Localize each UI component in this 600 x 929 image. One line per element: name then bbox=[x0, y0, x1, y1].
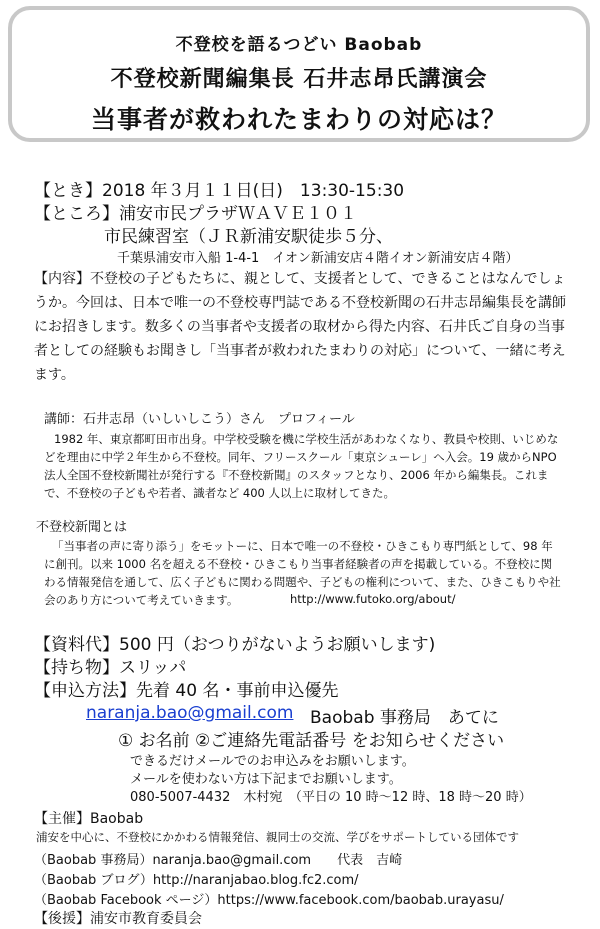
newspaper-url[interactable]: http://www.futoko.org/about/ bbox=[290, 592, 456, 606]
content-line-2: うか。今回は、日本で唯一の不登校専門誌である不登校新聞の石井志昂編集長を講師 bbox=[34, 295, 566, 311]
profile-title: 講師：石井志昂（いしいしこう）さん プロフィール bbox=[44, 412, 355, 427]
office-addressee: Baobab 事務局 あてに bbox=[310, 708, 499, 728]
organizer-title: 【主催】Baobab bbox=[34, 811, 144, 827]
title-box bbox=[8, 6, 590, 142]
profile-line-1: 1982 年、東京都町田市出身。中学校受験を機に学校生活があわなくなり、教員や校則、いじめな bbox=[54, 432, 559, 446]
event-place: 【ところ】浦安市民プラザＷＡＶＥ１０１ bbox=[34, 204, 357, 224]
fee: 【資料代】500 円（おつりがないようお願いします) bbox=[34, 635, 436, 655]
newspaper-line-1: 「当事者の声に寄り添う」をモットーに、日本で唯一の不登校・ひきこもり専門紙として、98 年 bbox=[52, 539, 553, 553]
no-email-note: メールを使わない方は下記までお願いします。 bbox=[130, 772, 402, 787]
newspaper-title: 不登校新聞とは bbox=[36, 520, 128, 535]
newspaper-line-4: 会のあり方について考えていきます。 bbox=[44, 593, 239, 607]
content-line-4: 者としての経験もお聞きし「当事者が救われたまわりの対応」について、一緒に考え bbox=[34, 343, 566, 359]
lecture-title: 不登校新聞編集長 石井志昂氏講演会 bbox=[110, 67, 488, 92]
items-to-bring: 【持ち物】スリッパ bbox=[34, 658, 187, 678]
phone-contact: 080-5007-4432 木村宛 （平日の 10 時～12 時、18 時～20 時） bbox=[130, 790, 532, 805]
event-address: 千葉県浦安市入船 1-4-1 イオン新浦安店４階イオン新浦安店４階） bbox=[117, 251, 519, 266]
profile-line-2: どを理由に中学２年生から不登校。同年、フリースクール「東京シューレ」へ入会。19 歳からNPO bbox=[44, 450, 557, 464]
main-headline: 当事者が救われたまわりの対応は？ bbox=[90, 105, 507, 134]
organizer-office: （Baobab 事務局）naranja.bao@gmail.com 代表 吉崎 bbox=[34, 853, 403, 868]
organizer-facebook[interactable]: （Baobab Facebook ページ）https://www.facebook.com/baobab.urayasu/ bbox=[34, 893, 504, 908]
event-series-title: 不登校を語るつどい Baobab bbox=[175, 35, 423, 55]
profile-line-4: で、不登校の子どもや若者、識者など 400 人以上に取材してきた。 bbox=[44, 486, 396, 500]
email-link[interactable]: naranja.bao@gmail.com bbox=[86, 703, 294, 723]
email-preferred-note: できるだけメールでのお申込みをお願いします。 bbox=[130, 754, 415, 769]
content-line-1: 【内容】不登校の子どもたちに、親として、支援者として、できることはなんでしょ bbox=[34, 271, 566, 287]
application-method: 【申込方法】先着 40 名・事前申込優先 bbox=[34, 681, 339, 701]
content-line-3: にお招きします。数多くの当事者や支援者の取材から得た内容、石井氏ご自身の当事 bbox=[34, 319, 565, 335]
newspaper-line-3: わる情報発信を通して、広く子どもに関わる問題や、子どもの権利について、また、ひきこもりや社 bbox=[44, 575, 561, 589]
content-line-5: ます。 bbox=[34, 367, 75, 383]
event-room: 市民練習室（ＪＲ新浦安駅徒歩５分、 bbox=[104, 227, 393, 247]
event-date: 【とき】2018 年３月１１日(日) 13:30-15:30 bbox=[34, 181, 405, 201]
send-instructions: ① お名前 ②ご連絡先電話番号 をお知らせください bbox=[118, 731, 505, 751]
supporter: 【後援】浦安市教育委員会 bbox=[34, 911, 202, 927]
organizer-blog[interactable]: （Baobab ブログ）http://naranjabao.blog.fc2.com/ bbox=[34, 873, 359, 888]
newspaper-line-2: に創刊。以来 1000 名を超える不登校・ひきこもり当事者経験者の声を掲載している。不登校に関 bbox=[44, 557, 553, 571]
organizer-description: 浦安を中心に、不登校にかかわる情報発信、親同士の交流、学びをサポートしている団体です bbox=[36, 830, 519, 844]
profile-line-3: 法人全国不登校新聞社が発行する『不登校新聞』のスタッフとなり、2006 年から編集長。これま bbox=[44, 468, 549, 482]
